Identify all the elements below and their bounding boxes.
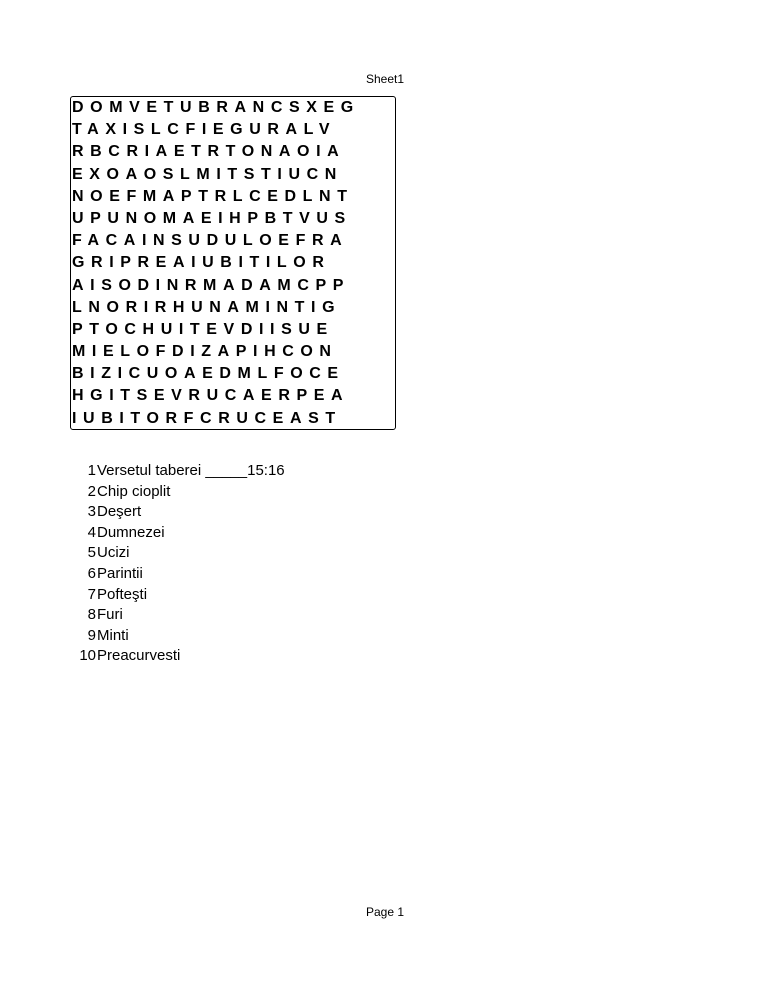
grid-row: DOMVETUBRANCSXEG [72,99,360,116]
clue-item [70,523,390,544]
grid-row: BIZICUOAEDMLFOCE [72,365,345,383]
grid-row: MIELOFDIZAPIHCON [72,343,338,361]
word-search-grid [70,96,396,430]
clue-text: Versetul taberei _____15:16 [97,462,285,479]
grid-row: HGITSEVRUCAERPEA [72,387,350,405]
clue-text: Minti [97,626,129,644]
clue-number: 2 [87,482,96,500]
clue-number: 5 [87,544,96,562]
clue-list [70,461,390,667]
grid-row: EXOAOSLMITSTIUCN [72,165,343,183]
clue-number: 4 [87,523,96,541]
grid-row: PTOCHUITEVDIISUE [72,320,334,338]
grid-row: NOEFMAPTRLCEDLNT [72,187,354,205]
grid-row: LNORIRHUNAMINTIG [72,298,342,316]
clue-text: Parintii [97,564,143,582]
grid-row: FACAINSUDULOEFRA [72,232,349,250]
grid-row: GRIPREAIUBITILOR [72,254,331,272]
clue-item [70,585,390,606]
clue-text: Chip cioplit [97,482,171,500]
clue-text: Deşert [97,503,142,521]
grid-row: RBCRIAETRTONAOIA [72,143,346,161]
clue-text: Furi [97,606,123,624]
clue-number: 10 [79,647,96,665]
clue-text: Pofteşti [97,585,148,603]
clue-number: 8 [87,606,96,624]
clue-item [70,543,390,564]
clue-text: Ucizi [97,544,130,562]
clue-item [70,461,390,482]
sheet-title: Sheet1 [365,72,405,86]
clue-item [70,605,390,626]
clue-number: 6 [87,564,96,582]
clue-number: 7 [87,585,96,603]
clue-item [70,502,390,523]
clue-number: 3 [87,503,96,521]
clue-item [70,626,390,647]
grid-row: TAXISLCFIEGURALV [72,121,337,139]
clue-number: 9 [87,626,96,644]
clue-text: Preacurvesti [97,647,181,665]
clue-item [70,646,390,667]
clue-item [70,564,390,585]
clue-text: Dumnezei [97,523,165,541]
clue-item [70,482,390,503]
page-number: Page 1 [365,905,405,919]
grid-row: IUBITORFCRUCEAST [72,409,342,427]
grid-row: UPUNOMAEIHPBTVUS [72,209,352,227]
grid-row: AISODINRMADAMCPP [72,276,351,294]
clue-number: 1 [87,462,96,479]
